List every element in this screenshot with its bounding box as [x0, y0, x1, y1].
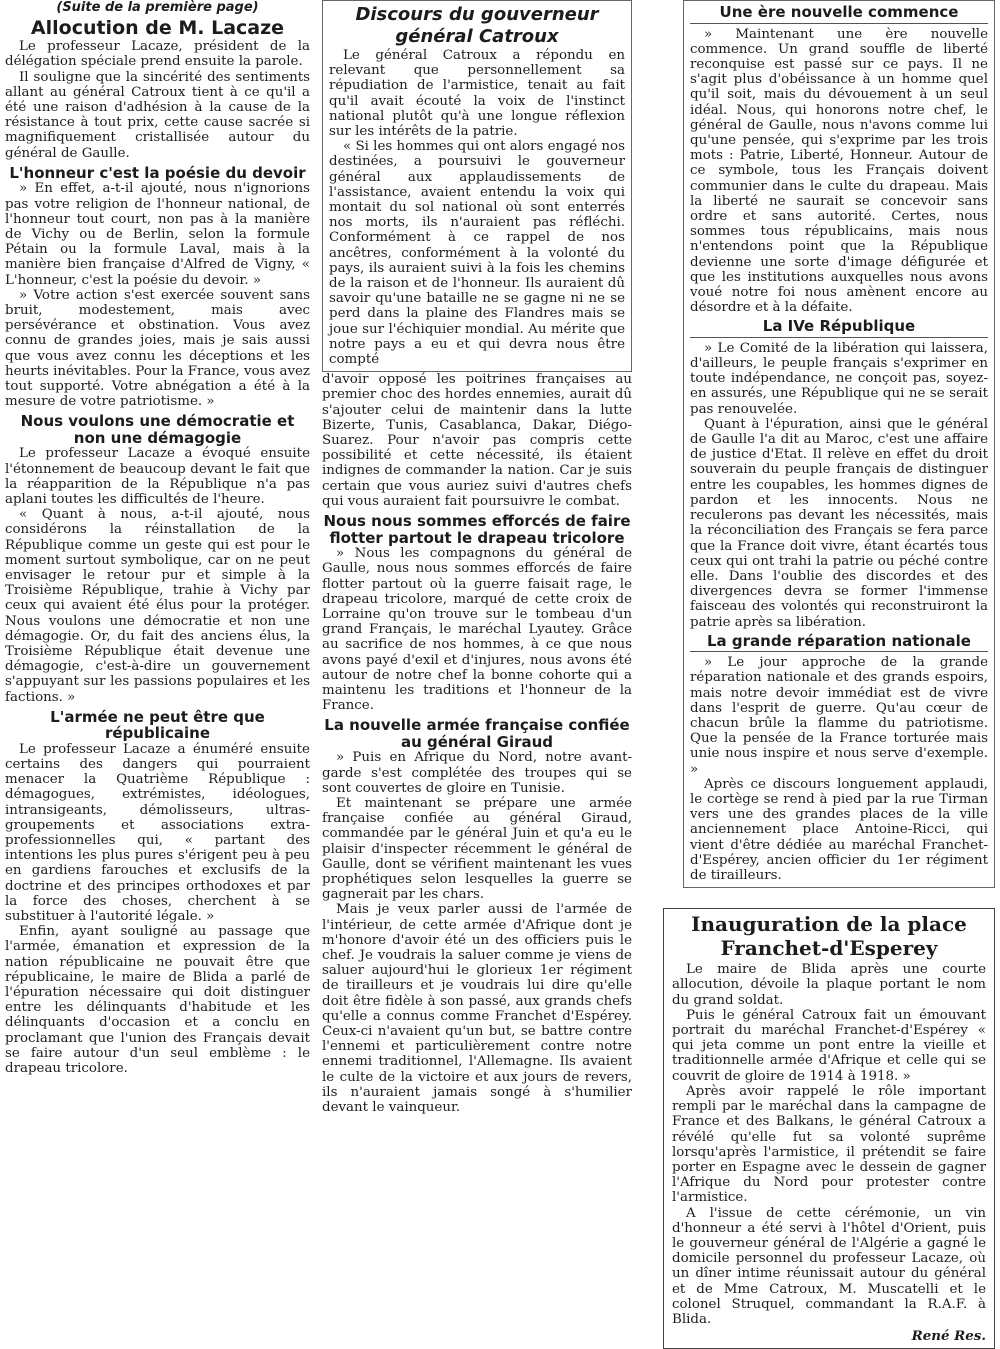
- column-2: [322, 0, 632, 1115]
- paragraph: Il souligne que la sincérité des sentiments allant au général Catroux tient à ce qu'il a été une raison d'adhésion à la cause de la résistance à tout prix, cette cause sacrée si magnifiquement cristallisée autour du général de Gaulle.: [5, 69, 310, 161]
- paragraph: » Votre action s'est exercée souvent sans bruit, modestement, mais avec persévérance et obstination. Vous avez connu de grandes joies, mais je sais aussi que vous avez connu les déceptions et les heurts inévitables. Pour la France, vous avez tout supporté. Votre abnégation a été à la mesure de votre patriotisme. »: [5, 287, 310, 410]
- paragraph: Puis le général Catroux fait un émouvant portrait du maréchal Franchet-d'Espérey « qui jeta comme un pont entre la vieille et traditionnelle armée d'Afrique et celle qui se couvrit de gloire de 1914 à 1918. »: [672, 1007, 986, 1084]
- paragraph: Le professeur Lacaze a énuméré ensuite certains des dangers qui pourraient menacer la Quatrième République : démagogues, extrémistes, idéologues, intransigeants, démolisseurs, ultras-groupements et associations extra-professionnelles qui, « partant des intentions les plus pures s'érigent peu à peu en gardiens farouches et exclusifs de la doctrine et des principes orthodoxes et par la force des choses, cherchent à se substituer à l'autorité légale. »: [5, 741, 310, 925]
- paragraph: Enfin, ayant souligné au passage que l'armée, émanation et expression de la nation républicaine ne pouvait être que républicaine, le maire de Blida a parlé de l'épuration nécessaire qui doit distinguer entre les délinquants d'habitude et les délinquants d'occasion et a conclu en proclamant que l'union des Français devait se faire autour d'un seul emblème : le drapeau tricolore.: [5, 924, 310, 1077]
- paragraph: « Si les hommes qui ont alors engagé nos destinées, a poursuivi le gouverneur général aux applaudissements de l'assistance, avaient entendu la voix qui montait du sol national où sont enterrés nos morts, ils n'auraient pas réfléchi. Conformément à ce rappel de nos ancêtres, conformément à la volonté du pays, ils auraient suivi à la fois les chemins de la raison et de l'honneur. Ils auraient dû savoir qu'une bataille ne se gagne ni ne se perd dans la plaine des Flandres mais se joue sur l'échiquier mondial. Au mérite que notre pays a eu et qui devra nous être compté: [329, 139, 625, 368]
- paragraph: Mais je veux parler aussi de l'armée de l'intérieur, de cette armée d'Afrique dont je m'honore d'avoir été un des officiers puis le chef. Je voudrais la saluer comme je viens de saluer aujourd'hui le glorieux 1er régiment de tirailleurs et je voudrais lui dire qu'elle doit être fidèle à son passé, aux grands chefs qu'elle a connus comme Franchet d'Espérey. Ceux-ci n'avaient qu'un but, se battre contre l'ennemi et particulièrement contre notre ennemi traditionnel, l'Allemagne. Ils avaient le culte de la victoire et aux jours de revers, ils n'auraient jamais songé à s'humilier devant le vainqueur.: [322, 902, 632, 1115]
- paragraph: Le maire de Blida après une courte allocution, dévoile la plaque portant le nom du grand soldat.: [672, 962, 986, 1008]
- subheading-drapeau: Nous nous sommes efforcés de faire flotter partout le drapeau tricolore: [323, 512, 631, 547]
- article-title-catroux: Discours du gouverneur général Catroux: [355, 4, 599, 47]
- paragraph: d'avoir opposé les poitrines françaises au premier choc des hordes ennemies, aurait dû s'ajouter celui de maintenir dans la lutte Bizerte, Tunis, Casablanca, Dakar, Diégo-Suarez. Pour n'avoir pas compris cette possibilité et cette nécessité, ils étaient indignes de commander la nation. Car je suis certain que vous auriez suivi d'autres chefs qui vous auraient fait poursuivre le combat.: [322, 372, 632, 509]
- divider: [690, 337, 988, 338]
- subheading-honneur: L'honneur c'est la poésie du devoir: [9, 163, 306, 182]
- column-3: [672, 0, 995, 1349]
- paragraph: A l'issue de cette cérémonie, un vin d'honneur a été servi à l'hôtel d'Orient, puis le gouverneur général de l'Algérie a gagné le domicile personnel du professeur Lacaze, où un dîner intime réunissait autour du général et de Mme Catroux, M. Muscatelli et le colonel Struquel, commandant la R.A.F. à Blida.: [672, 1205, 986, 1327]
- paragraph: » Le jour approche de la grande réparation nationale et des grands espoirs, mais notre devoir immédiat est de vivre dans l'esprit de guerre. Qu'au cœur de chacun brûle la flamme du patriotisme. Que la pensée de la France torturée mais unie nous inspire et nous serve d'exemple. »: [690, 655, 988, 777]
- article-title-inauguration: Inauguration de la place Franchet-d'Esperey: [691, 912, 967, 961]
- paragraph: Le professeur Lacaze a évoqué ensuite l'étonnement de beaucoup devant le fait que la réapparition de la République n'a pas aplani toutes les difficultés de l'heure.: [5, 446, 310, 507]
- paragraph: Quant à l'épuration, ainsi que le général de Gaulle l'a dit au Maroc, c'est une affaire de justice d'Etat. Il relève en effet du droit souverain du peuple français de distinguer entre les coupables, les hommes dignes de pardon et les innocents. Nous ne reculerons pas devant les nécessités, mais la réconciliation des Français se fera parce que la France doit vivre, étant écartés tous ceux qui ont trahi la patrie ou péché contre elle. Dans l'oublie des discordes et des divergences devra se former l'immense faisceau des volontés qui reconstruiront la patrie après sa libération.: [690, 416, 988, 630]
- subheading-armee: L'armée ne peut être que républicaine: [50, 707, 265, 743]
- paragraph: » Maintenant une ère nouvelle commence. Un grand souffle de liberté reconquise est passé sur ce pays. Il ne s'agit plus d'obéissance à un homme quel qu'il soit, mais du dévouement à un seul idéal. Nous, qui honorons notre chef, le général de Gaulle, nous n'avons comme lui qu'une pensée, qui s'exprime par les trois mots : Patrie, Liberté, Honneur. Autour de ce symbole, tous les Français doivent communier dans le culte du drapeau. Mais la liberté ne saurait se concevoir sans ordre et sans autorité. Certes, nous sommes tous républicains, mais nous n'entendons point que la République devienne une sorte d'image défigurée et que les institutions auxquelles nous avons voué notre foi nous amènent encore au désordre et à la défaite.: [690, 26, 988, 316]
- subheading-ere-nouvelle: Une ère nouvelle commence: [719, 3, 959, 21]
- subheading-ive-republique: La IVe République: [762, 317, 916, 336]
- catroux-speech-box: [322, 0, 632, 372]
- divider: [690, 651, 988, 652]
- paragraph: » En effet, a-t-il ajouté, nous n'ignorions pas votre religion de l'honneur national, de l'honneur tout court, non pas à la manière de Vichy ou de Berlin, selon la formule Pétain ou la formule Laval, mais à la manière bien française d'Alfred de Vigny, « L'honneur, c'est la poésie du devoir. »: [5, 181, 310, 288]
- paragraph: « Quant à nous, a-t-il ajouté, nous considérons la réinstallation de la République comme un geste qui est pour le moment surtout symbolique, car on ne peut envisager le retour pur et simple à la Troisième République, trahie à Vichy par ceux qui avaient été élus pour la protéger. Nous voulons une démocratie et non une démagogie. Or, du fait des anciens élus, la Troisième République était devenue une démagogie, c'est-à-dire un gouvernement s'appuyant sur les passions populaires et les factions. »: [5, 507, 310, 705]
- paragraph: Et maintenant se prépare une armée française confiée au général Giraud, commandée par le général Juin et qu'a eu le plaisir d'inspecter récemment le général de Gaulle, dont se vérifient maintenant les vues prophétiques selon lesquelles la guerre se gagnerait par les chars.: [322, 795, 632, 903]
- author-signature: René Res.: [911, 1328, 986, 1345]
- column-1: [5, 0, 310, 1076]
- paragraph: Le professeur Lacaze, président de la délégation spéciale prend ensuite la parole.: [5, 39, 310, 70]
- inauguration-box: [663, 908, 995, 1349]
- paragraph: » Le Comité de la libération qui laissera, d'ailleurs, le peuple français s'exprimer en toute indépendance, ne conçoit pas, soyez-en assurés, une République qui ne se serait pas renouvelée.: [690, 340, 988, 417]
- divider: [690, 23, 988, 24]
- article-title-lacaze: Allocution de M. Lacaze: [30, 17, 285, 40]
- continued-kicker: (Suite de la première page): [56, 0, 259, 15]
- subheading-democratie: Nous voulons une démocratie et non une démagogie: [20, 412, 295, 447]
- subheading-reparation: La grande réparation nationale: [707, 631, 971, 650]
- paragraph: Après avoir rappelé le rôle important rempli par le maréchal dans la campagne de France et des Balkans, le général Catroux a révélé qu'elle fut sa volonté suprême lorsqu'après l'armistice, il prétendit se faire porter en Espagne avec le dessein de gagner l'Afrique du Nord pour protester contre l'armistice.: [672, 1083, 986, 1206]
- paragraph: » Nous les compagnons du général de Gaulle, nous nous sommes efforcés de faire flotter partout où la guerre faisait rage, le drapeau tricolore, marqué de cette croix de Lorraine qu'on trouve sur le tombeau d'un grand Français, le maréchal Lyautey. Grâce au sacrifice de nos hommes, à ce que nous avons payé d'exil et d'injures, nous avons été autour de notre chef la bonne cohorte qui a maintenu les traditions et l'honneur de la France.: [322, 546, 632, 714]
- paragraph: Le général Catroux a répondu en relevant que personnellement sa répudiation de l'armistice, tenait au fait qu'il avait écouté la voix de l'instinct national plutôt qu'à une longue réflexion sur les intérêts de la patrie.: [329, 48, 625, 140]
- paragraph: Après ce discours longuement applaudi, le cortège se rend à pied par la rue Tirman vers une des grandes places de la ville anciennement place Antoine-Ricci, qui vient d'être dédiée au maréchal Franchet-d'Espérey, ancien officier du 1er régiment de tirailleurs.: [690, 776, 988, 884]
- subheading-giraud: La nouvelle armée française confiée au général Giraud: [324, 716, 630, 751]
- paragraph: » Puis en Afrique du Nord, notre avant-garde s'est complétée des troupes qui se sont couvertes de gloire en Tunisie.: [322, 750, 632, 796]
- continuation-box: [683, 0, 995, 888]
